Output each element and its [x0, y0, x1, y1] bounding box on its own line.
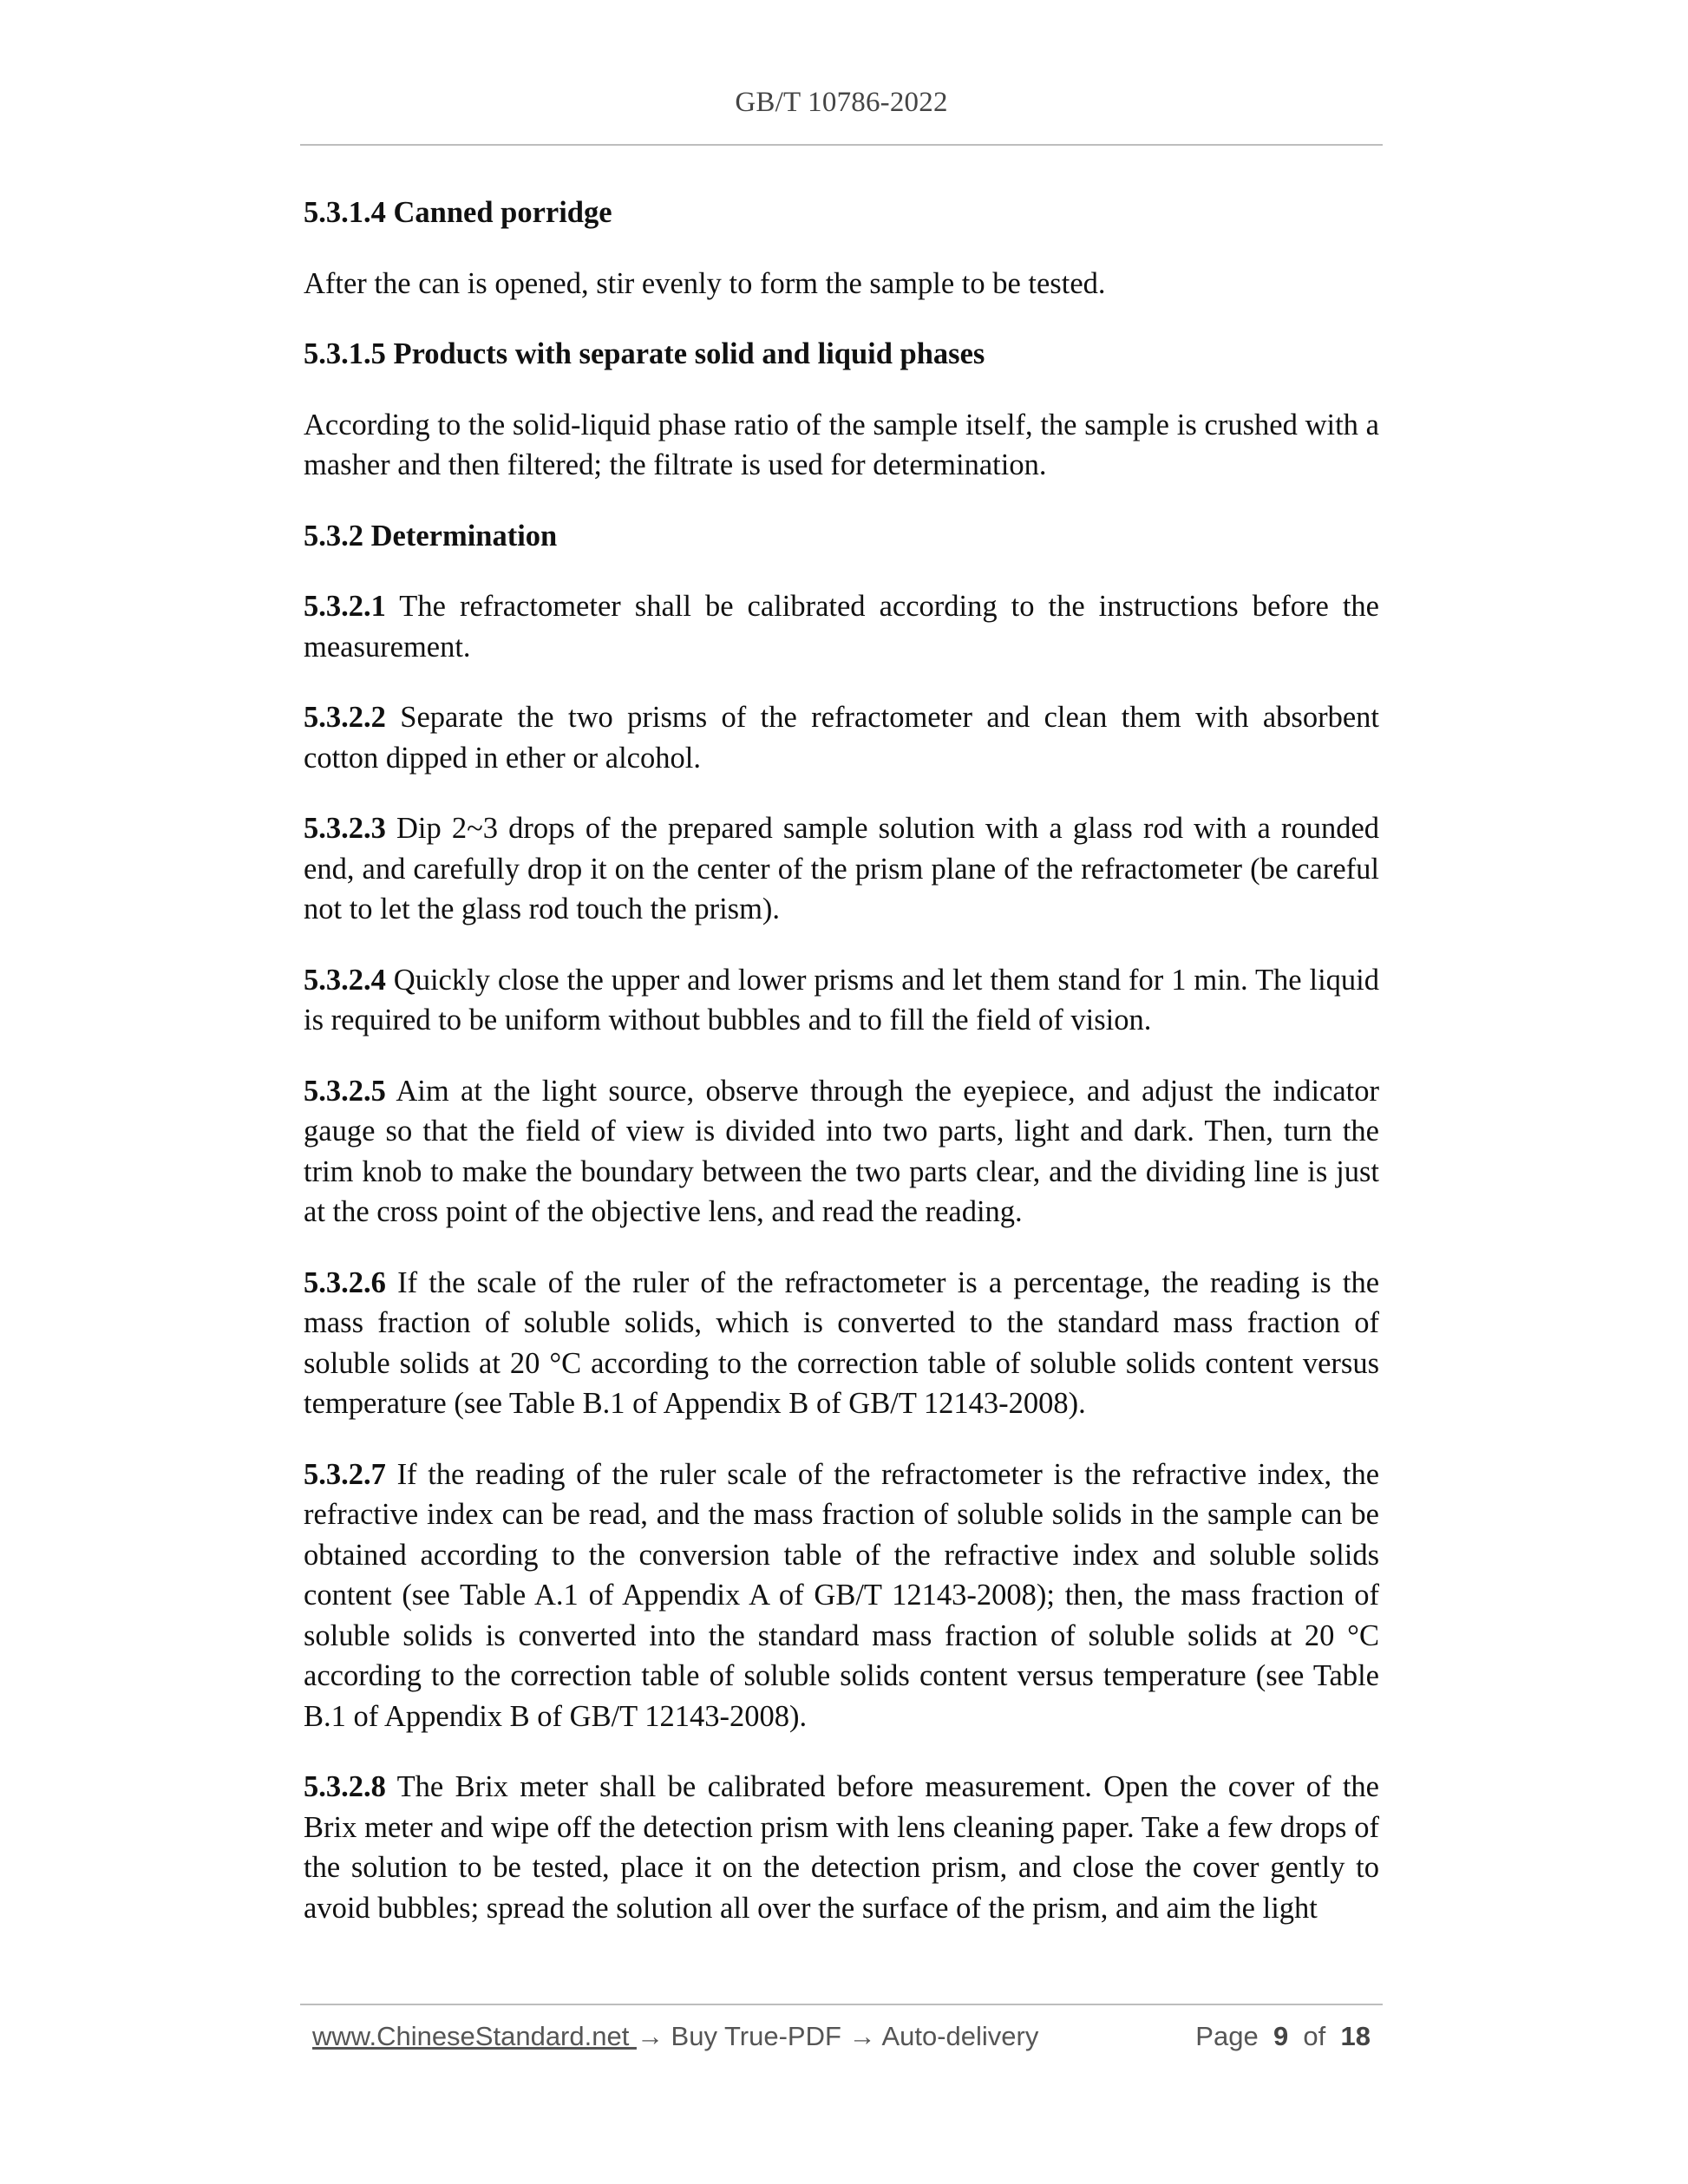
- clause-number: 5.3.2.3: [304, 812, 386, 845]
- clause-5-3-2-8: [304, 1767, 1379, 1928]
- clause-5-3-2-1: [304, 586, 1379, 667]
- clause-5-3-2-4: [304, 960, 1379, 1041]
- current-page-number: 9: [1273, 2021, 1289, 2051]
- website-link[interactable]: www.ChineseStandard.net: [312, 2021, 637, 2051]
- clause-number: 5.3.2.1: [304, 590, 386, 623]
- clause-number: 5.3.2.7: [304, 1457, 386, 1491]
- paragraph-text: According to the solid-liquid phase ratio of the sample itself, the sample is crushed with a masher and then filtered; the filtrate is used for determination.: [304, 408, 1379, 481]
- section-heading-5-3-2: 5.3.2 Determination: [304, 519, 558, 553]
- clause-number: 5.3.2.6: [304, 1265, 386, 1299]
- arrow-right-icon: →: [636, 2021, 664, 2051]
- section-heading-5-3-1-4: 5.3.1.4 Canned porridge: [304, 196, 612, 229]
- running-header: GB/T 10786-2022: [735, 87, 948, 118]
- clause-number: 5.3.2.2: [304, 701, 386, 734]
- clause-number: 5.3.2.4: [304, 963, 386, 997]
- footer-promo: [312, 2021, 1038, 2052]
- clause-text: Aim at the light source, observe through the eyepiece, and adjust the indicator gauge so that the field of view is divided into two parts, light and dark. Then, turn the trim knob to make the boundary between the two parts clear, and the dividing line is just at the cross point of the objective lens, and read the reading.: [304, 1074, 1379, 1228]
- clause-text: Separate the two prisms of the refractometer and clean them with absorbent cotton dipped in ether or alcohol.: [304, 701, 1379, 775]
- clause-5-3-2-6: [304, 1263, 1379, 1424]
- clause-5-3-2-7: [304, 1455, 1379, 1737]
- clause-text: If the scale of the ruler of the refractometer is a percentage, the reading is the mass fraction of soluble solids, which is converted to the standard mass fraction of soluble solids at 20 °C according to the correction table of soluble solids content versus temperature (see Table B.1 of Appendix B of GB/T 12143-2008).: [304, 1265, 1380, 1420]
- page-indicator: [1195, 2021, 1371, 2052]
- page-label: Page: [1195, 2021, 1259, 2051]
- arrow-right-icon: →: [848, 2021, 876, 2051]
- paragraph-text: After the can is opened, stir evenly to form the sample to be tested.: [304, 266, 1106, 300]
- page-footer: [300, 2021, 1383, 2064]
- header-divider: [300, 144, 1383, 146]
- section-heading-5-3-1-5: 5.3.1.5 Products with separate solid and liquid phases: [304, 337, 985, 370]
- auto-delivery-text: Auto-delivery: [875, 2021, 1039, 2051]
- paragraph-5-3-1-5: [304, 405, 1379, 486]
- footer-divider: [300, 2004, 1383, 2005]
- buy-true-pdf-text: Buy True-PDF: [663, 2021, 849, 2051]
- clause-text: The refractometer shall be calibrated according to the instructions before the measurement.: [304, 590, 1379, 664]
- clause-5-3-2-5: [304, 1071, 1379, 1233]
- total-pages-number: 18: [1340, 2021, 1371, 2051]
- clause-5-3-2-3: [304, 808, 1379, 930]
- clause-5-3-2-2: [304, 697, 1379, 778]
- clause-text: Quickly close the upper and lower prisms and let them stand for 1 min. The liquid is required to be uniform without bubbles and to fill the field of vision.: [304, 963, 1379, 1036]
- clause-number: 5.3.2.5: [304, 1074, 386, 1108]
- page-of-label: of: [1303, 2021, 1326, 2051]
- clause-text: If the reading of the ruler scale of the refractometer is the refractive index, the refractive index can be read, and the mass fraction of soluble solids in the sample can be obtained according to the conversion table of the refractive index and soluble solids content (see Table A.1 of Appendix A of GB/T 12143-2008); then, the mass fraction of soluble solids is converted into the standard mass fraction of soluble solids at 20 °C according to the correction table of soluble solids content versus temperature (see Table B.1 of Appendix B of GB/T 12143-2008).: [304, 1457, 1380, 1733]
- clause-text: The Brix meter shall be calibrated before measurement. Open the cover of the Brix meter and wipe off the detection prism with lens cleaning paper. Take a few drops of the solution to be tested, place it on the detection prism, and close the cover gently to avoid bubbles; spread the solution all over the surface of the prism, and aim the light: [304, 1770, 1379, 1925]
- clause-text: Dip 2~3 drops of the prepared sample solution with a glass rod with a rounded end, and carefully drop it on the center of the prism plane of the refractometer (be careful not to let the glass rod touch the prism).: [304, 812, 1380, 925]
- paragraph-5-3-1-4: [304, 264, 1379, 304]
- clause-number: 5.3.2.8: [304, 1770, 386, 1803]
- document-body: [304, 193, 1379, 1958]
